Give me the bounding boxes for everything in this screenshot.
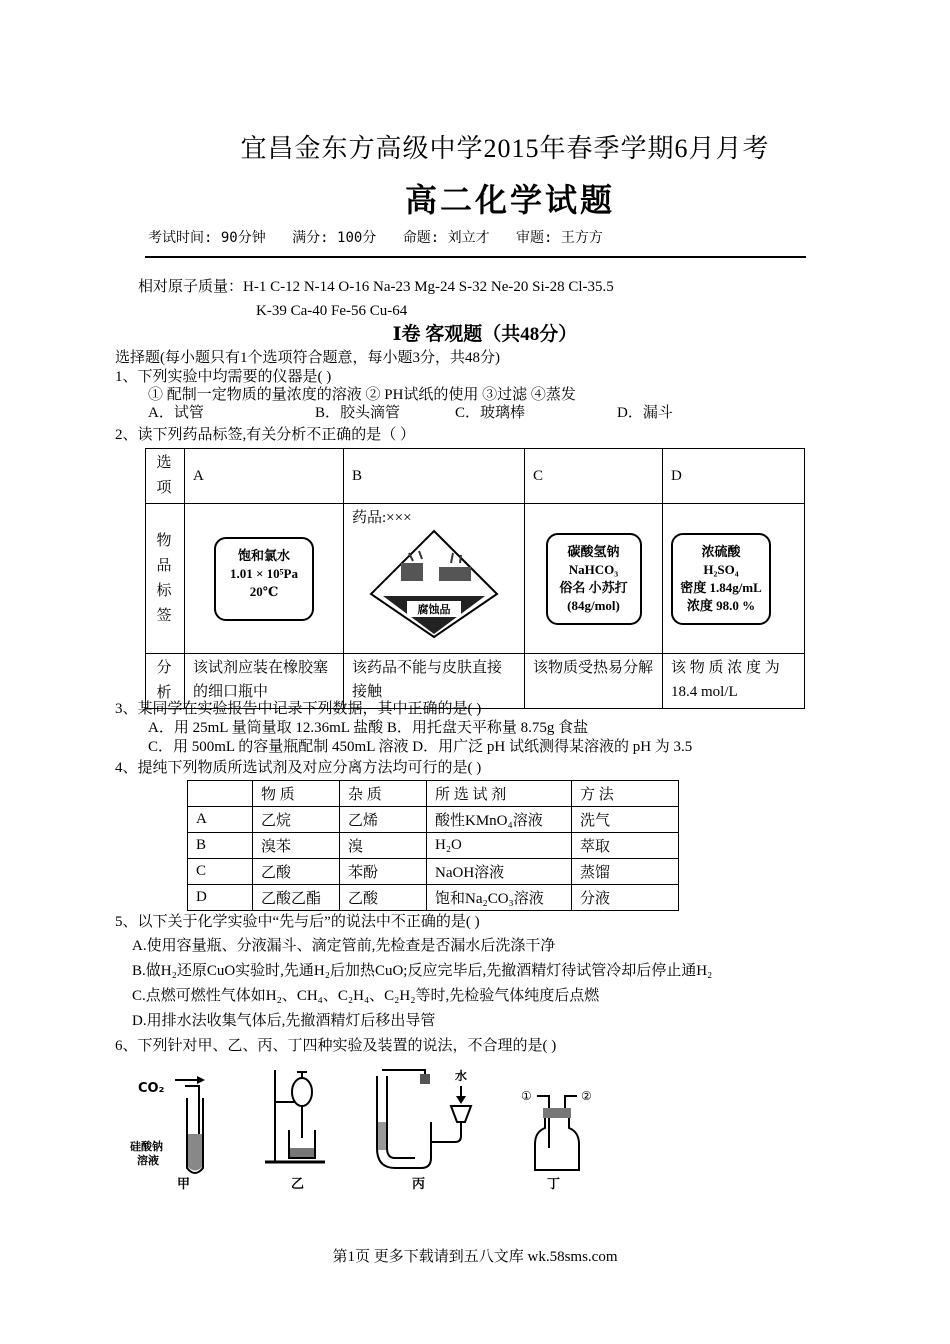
apparatus-bing bbox=[377, 1068, 471, 1192]
water-label: 水 bbox=[455, 1069, 468, 1083]
q2-label-table bbox=[145, 448, 805, 709]
q1-option-a: A．试管 bbox=[148, 405, 204, 421]
table-row bbox=[188, 885, 679, 911]
q5-option-b: B.做H₂还原CuO实验时,先通H₂后加热CuO;反应完毕后,先撤酒精灯待试管冷却后停止通H₂ bbox=[132, 963, 713, 979]
full-score: 满分: 100分 bbox=[292, 230, 377, 246]
cell: 苯酚 bbox=[340, 859, 427, 885]
cell: 萃取 bbox=[572, 833, 679, 859]
cell: 溴苯 bbox=[253, 833, 340, 859]
analysis-d: 该 物 质 浓 度 为 18.4 mol/L bbox=[663, 654, 805, 709]
cell: 洗气 bbox=[572, 807, 679, 833]
reviewer: 审题: 王方方 bbox=[516, 230, 603, 246]
q4-header: 杂 质 bbox=[340, 781, 427, 807]
col-head-d: D bbox=[663, 449, 805, 504]
cell: B bbox=[188, 833, 253, 859]
cell: 乙烷 bbox=[253, 807, 340, 833]
table-row bbox=[188, 833, 679, 859]
caption-bing: 丙 bbox=[412, 1177, 426, 1192]
q4-header: 物 质 bbox=[253, 781, 340, 807]
section-title: Ⅰ卷 客观题（共48分） bbox=[392, 324, 578, 345]
exam-meta bbox=[148, 227, 621, 247]
q5-option-a: A.使用容量瓶、分液漏斗、滴定管前,先检查是否漏水后洗涤干净 bbox=[132, 938, 556, 954]
q4-header: 所 选 试 剂 bbox=[427, 781, 572, 807]
cell: NaOH溶液 bbox=[427, 859, 572, 885]
atomic-masses-line1: 相对原子质量：H-1 C-12 N-14 O-16 Na-23 Mg-24 S-32 Ne-20 Si-28 Cl-35.5 bbox=[138, 279, 614, 295]
q6-stem: 6、下列针对甲、乙、丙、丁四种实验及装置的说法，不合理的是( ) bbox=[115, 1038, 557, 1054]
analysis-c: 该物质受热易分解 bbox=[525, 654, 663, 709]
cell: H₂O bbox=[427, 833, 572, 859]
cell: 乙酸 bbox=[340, 885, 427, 911]
q6-apparatus-figure bbox=[125, 1062, 645, 1192]
caption-jia: 甲 bbox=[177, 1177, 191, 1192]
header-rule bbox=[145, 256, 806, 258]
port-1-label: ① bbox=[521, 1089, 532, 1103]
row-head-analysis: 分析 bbox=[146, 654, 185, 709]
label-c: 碳酸氢钠 NaHCO₃ 俗名 小苏打 (84g/mol) bbox=[546, 533, 642, 625]
subject-title: 高二化学试题 bbox=[404, 182, 615, 218]
label-b-cell bbox=[344, 504, 525, 654]
q1-items: ① 配制一定物质的量浓度的溶液 ② PH试纸的使用 ③过滤 ④蒸发 bbox=[148, 387, 576, 403]
cell: D bbox=[188, 885, 253, 911]
q2-stem: 2、读下列药品标签,有关分析不正确的是（ ） bbox=[115, 427, 416, 443]
q4-stem: 4、提纯下列物质所选试剂及对应分离方法均可行的是( ) bbox=[115, 760, 482, 776]
apparatus-yi bbox=[265, 1070, 325, 1192]
apparatus-jia bbox=[130, 1076, 205, 1192]
q3-stem: 3、某同学在实验报告中记录下列数据，其中正确的是( ) bbox=[115, 701, 482, 717]
col-head-b: B bbox=[344, 449, 525, 504]
analysis-a: 该试剂应装在橡胶塞的细口瓶中 bbox=[185, 654, 344, 709]
apparatus-ding bbox=[521, 1089, 592, 1192]
caption-ding: 丁 bbox=[547, 1177, 561, 1192]
q3-options-cd: C．用 500mL 的容量瓶配制 450mL 溶液 D．用广泛 pH 试纸测得某溶液的 pH 为 3.5 bbox=[148, 739, 693, 755]
sodium-silicate-label-2: 溶液 bbox=[137, 1154, 159, 1167]
q1-stem: 1、下列实验中均需要的仪器是( ) bbox=[115, 369, 332, 385]
cell: 蒸馏 bbox=[572, 859, 679, 885]
sodium-silicate-label-1: 硅酸钠 bbox=[130, 1140, 163, 1153]
page-footer: 第1页 更多下载请到五八文库 wk.58sms.com bbox=[332, 1249, 618, 1265]
cell: 乙酸 bbox=[253, 859, 340, 885]
cell: 乙烯 bbox=[340, 807, 427, 833]
q5-option-c: C.点燃可燃性气体如H₂、CH₄、C₂H₄、C₂H₂等时,先检验气体纯度后点燃 bbox=[132, 988, 600, 1004]
cell: 乙酸乙酯 bbox=[253, 885, 340, 911]
author: 命题: 刘立才 bbox=[402, 230, 490, 246]
cell: A bbox=[188, 807, 253, 833]
q4-header bbox=[188, 781, 253, 807]
row-head-label: 物品标签 bbox=[146, 504, 185, 654]
cell: 分液 bbox=[572, 885, 679, 911]
exam-time: 考试时间: 90分钟 bbox=[148, 230, 266, 246]
table-row bbox=[188, 859, 679, 885]
col-head-c: C bbox=[525, 449, 663, 504]
q4-table bbox=[187, 780, 679, 911]
q4-header: 方 法 bbox=[572, 781, 679, 807]
q1-option-d: D．漏斗 bbox=[617, 405, 673, 421]
caption-yi: 乙 bbox=[291, 1177, 305, 1192]
atomic-masses-line2: K-39 Ca-40 Fe-56 Cu-64 bbox=[256, 303, 408, 319]
q3-options-ab: A．用 25mL 量筒量取 12.36mL 盐酸 B．用托盘天平称量 8.75g 食盐 bbox=[148, 720, 589, 736]
co2-label: CO₂ bbox=[138, 1081, 165, 1096]
q5-stem: 5、以下关于化学实验中“先与后”的说法中不正确的是( ) bbox=[115, 914, 480, 930]
row-head-option: 选项 bbox=[146, 449, 185, 504]
school-title: 宜昌金东方高级中学2015年春季学期6月月考 bbox=[240, 134, 770, 163]
label-a: 饱和氯水 1.01 × 10⁵Pa 20℃ bbox=[214, 537, 314, 621]
cell: 溴 bbox=[340, 833, 427, 859]
instructions: 选择题(每小题只有1个选项符合题意，每小题3分，共48分) bbox=[115, 350, 500, 366]
analysis-b: 该药品不能与皮肤直接接触 bbox=[344, 654, 525, 709]
q1-option-b: B．胶头滴管 bbox=[315, 405, 401, 421]
port-2-label: ② bbox=[581, 1089, 592, 1103]
label-d: 浓硫酸 H₂SO₄ 密度 1.84g/mL 浓度 98.0 % bbox=[671, 533, 771, 625]
table-row bbox=[188, 807, 679, 833]
label-c-cell bbox=[525, 504, 663, 654]
label-d-cell bbox=[663, 504, 805, 654]
label-a-cell bbox=[185, 504, 344, 654]
cell: 饱和Na₂CO₃溶液 bbox=[427, 885, 572, 911]
corrosive-hazard-icon bbox=[369, 529, 499, 639]
corrosive-sign-text: 腐蚀品 bbox=[417, 603, 451, 616]
col-head-a: A bbox=[185, 449, 344, 504]
cell: 酸性KMnO₄溶液 bbox=[427, 807, 572, 833]
cell: C bbox=[188, 859, 253, 885]
label-b-title: 药品:××× bbox=[352, 510, 412, 526]
q5-option-d: D.用排水法收集气体后,先撤酒精灯后移出导管 bbox=[132, 1013, 436, 1029]
q1-option-c: C．玻璃棒 bbox=[455, 405, 526, 421]
